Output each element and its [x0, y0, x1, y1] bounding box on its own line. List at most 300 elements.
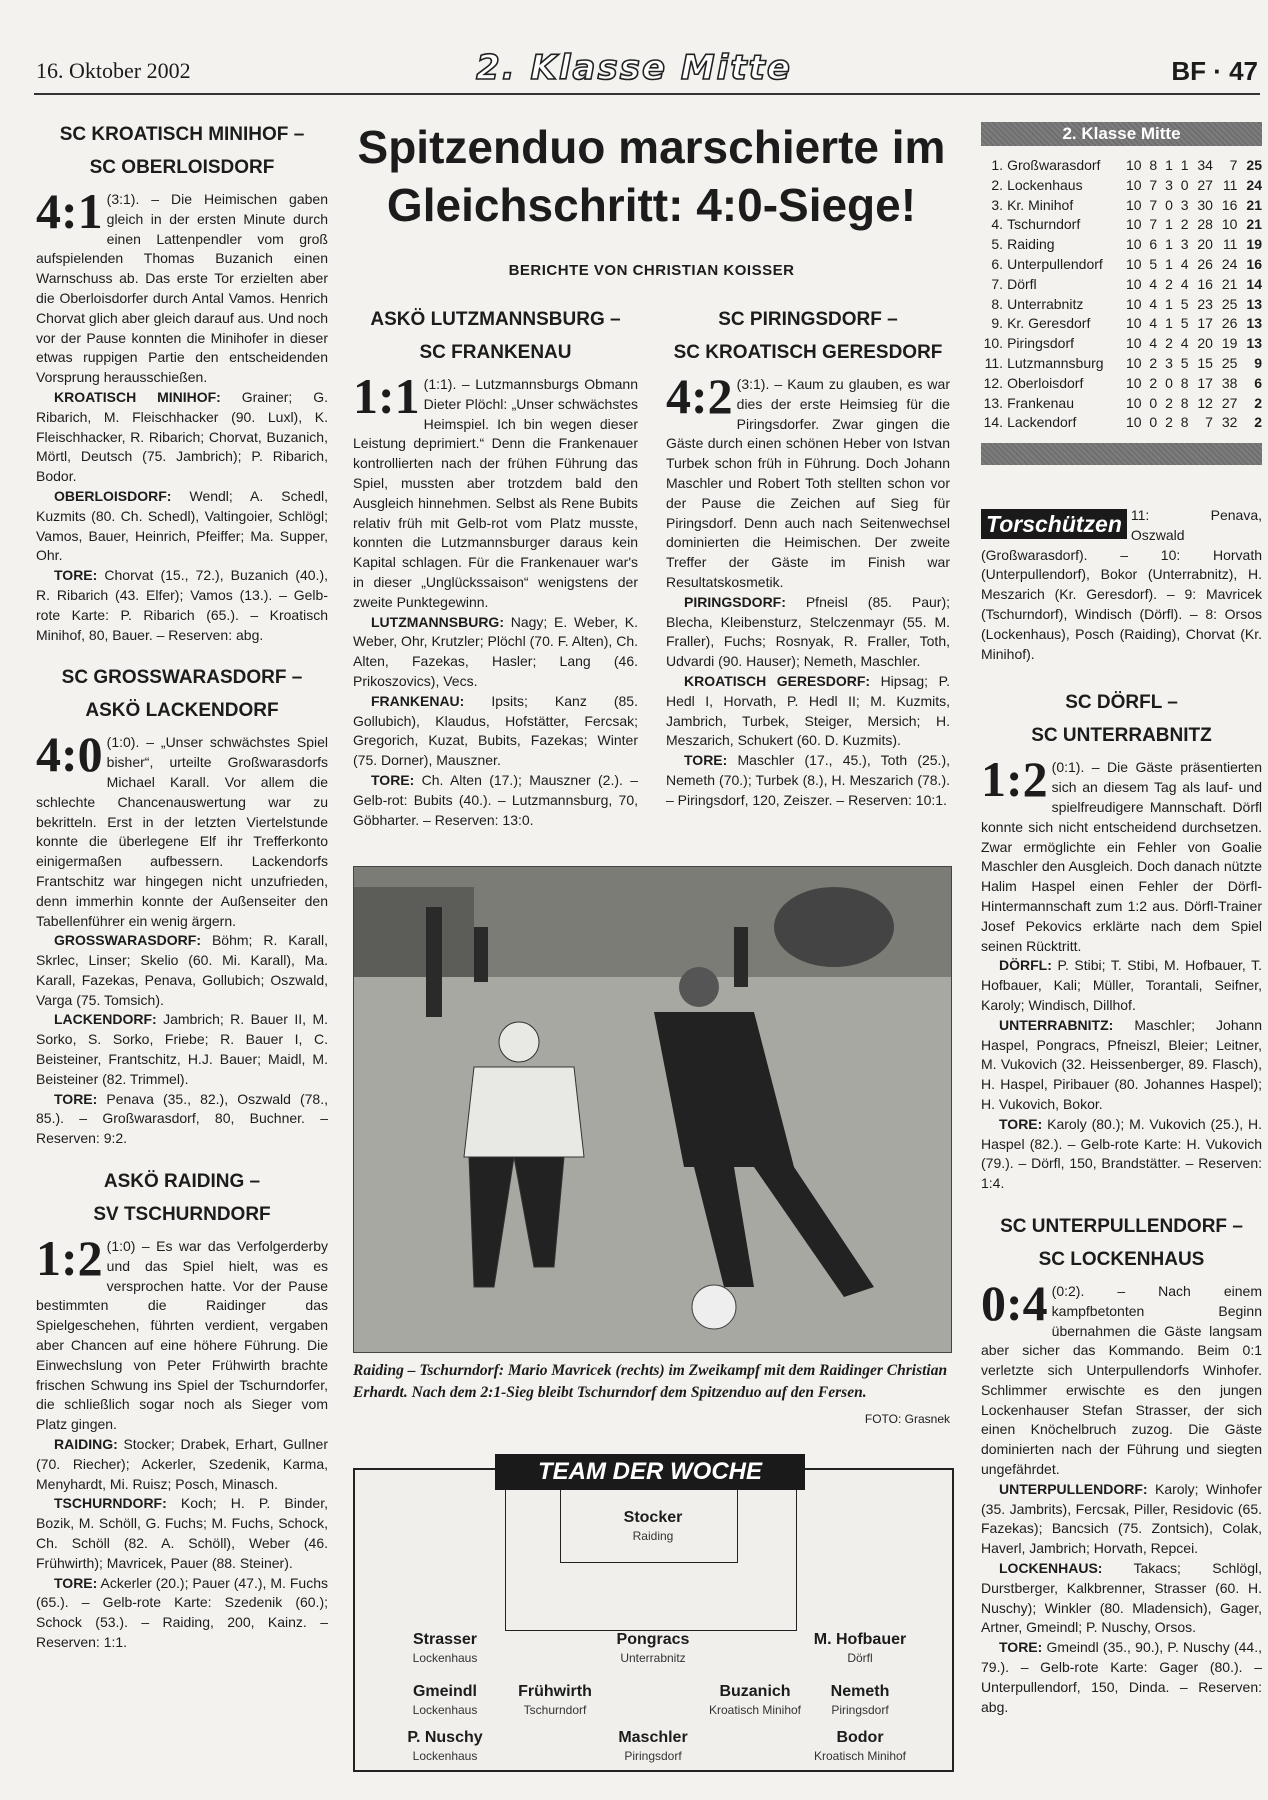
match-title-line-1: ASKÖ RAIDING – [103, 1171, 261, 1193]
standings-wins: 2 [1149, 374, 1158, 391]
standings-wins: 0 [1149, 394, 1158, 411]
player-name: Gmeindl [412, 1683, 477, 1700]
standings-wins: 2 [1149, 354, 1158, 371]
paragraph-text: Wendl; A. Schedl, Kuzmits (80. Ch. Schedl), Valtingoier, Schlögl; Vamos, Bauer, Heinrich, Pfeiffer; Ma. Supper, Ohr. [36, 487, 328, 564]
standings-team: Raiding [1007, 236, 1055, 253]
standings-goals-against: 10 [1221, 216, 1238, 233]
standings-goals-for: 17 [1197, 315, 1213, 332]
standings-draws: 2 [1165, 394, 1173, 411]
standings-points: 14 [1246, 275, 1262, 292]
standings-played: 10 [1126, 255, 1142, 272]
match-intro [36, 1230, 328, 1435]
player-name: Bodor [836, 1729, 884, 1746]
standings-points: 2 [1254, 394, 1262, 411]
standings-losses: 3 [1180, 196, 1189, 213]
standings-goals-for: 15 [1197, 354, 1213, 371]
paragraph-label: LUTZMANNSBURG: [371, 613, 504, 630]
match-photo [353, 866, 952, 1353]
paragraph-text: Gmeindl (35., 90.), P. Nuschy (44., 79.). – Gelb-rote Karte: Gager (80.). – Unterpullendorf, 150, Dinda. – Reserven: abg. [981, 1639, 1262, 1715]
lineup-paragraph [981, 1480, 1262, 1559]
intro-text: (1:1). – Lutzmannsburgs Obmann Dieter Plöchl: „Unser schwächstes Heimspiel. Ich bin wegen dieser Leistung deprimiert.“ Denn die Frankenauer kontrollierten nach der frühen Führung das Spiel, mussten aber trotzdem bald den Ausgleich hinnehmen. Selbst als Rene Bubits relativ früh mit Gelb-rot vom Platz musste, konnten die Lutzmannsburger daraus kein Kapital schlagen. Für die Frankenauer war's in dieser „Unglückssaison“ wenigstens der zweite Punktegewinn. [353, 376, 638, 610]
standings-wins: 7 [1149, 216, 1158, 233]
standings-points: 21 [1246, 196, 1262, 213]
player-name: Buzanich [719, 1683, 791, 1700]
paragraph-label: FRANKENAU: [371, 692, 465, 709]
intro-text: (0:1). – Die Gäste präsentierten sich an diesem Tag als lauf- und spielfreudigere Mannschaft. Dörfl konnte sich nicht entscheidend durchsetzen. Zwar ermöglichte ein Fehler von Goalie Maschler den Ausgleich. Doch danach nützte Halim Haspel einen Fehler der Dörfl-Hintermannschaft zum 1:2 aus. Dörfl-Trainer Josef Pekovics erklärte nach dem Spiel seinen Rücktritt. [981, 759, 1262, 954]
standings-wins: 4 [1149, 275, 1158, 292]
standings-losses: 8 [1180, 414, 1189, 431]
standings-losses: 5 [1180, 295, 1189, 312]
match-title-line-2: SC UNTERRABNITZ [1031, 725, 1212, 747]
match-report-body [353, 368, 638, 830]
standings-goals-against: 11 [1222, 176, 1238, 193]
standings-rank: 14. [983, 414, 1004, 431]
team-player [495, 1682, 615, 1718]
standings-team: Tschurndorf [1007, 216, 1081, 233]
standings-team: Unterpullendorf [1007, 255, 1103, 272]
team-of-the-week-title: TEAM DER WOCHE [495, 1454, 805, 1490]
standings-played: 10 [1126, 374, 1142, 391]
column-middle-left [353, 303, 638, 846]
standings-played: 10 [1126, 157, 1142, 173]
standings-row [981, 215, 1262, 235]
standings-played: 10 [1126, 196, 1142, 213]
player-name: P. Nuschy [407, 1729, 483, 1746]
match-title-line-2: SC LOCKENHAUS [1038, 1248, 1205, 1270]
paragraph-label: GROSSWARASDORF: [54, 932, 201, 949]
team-player [385, 1682, 505, 1718]
match-title-line-2: SC FRANKENAU [419, 342, 572, 363]
standings-losses: 3 [1180, 236, 1189, 253]
standings-draws: 3 [1165, 354, 1173, 371]
standings-played: 10 [1126, 394, 1142, 411]
standings-played: 10 [1126, 275, 1142, 292]
standings-row [981, 255, 1262, 275]
match-intro [36, 183, 328, 388]
match-report-body [36, 726, 328, 1149]
lineup-paragraph [36, 1574, 328, 1653]
match-report [36, 118, 328, 645]
paragraph-label: TSCHURNDORF: [54, 1495, 167, 1512]
match-title-line-1: SC DÖRFL – [1065, 692, 1178, 714]
intro-text: (3:1). – Die Heimischen gaben gleich in der ersten Minute durch einen Lattenpendler vom groß aufspielenden Thomas Buzanich einen Warnschuss ab. Das erste Tor erzielten aber die Oberloisdorfer durch Antal Vamos. Henrich Chorvat glich aber gleich darauf aus. Und noch vor der Pause konnten die Minihofer in dieser etwas ruppigen Partie den entscheidenden Vorsprung herausschießen. [36, 191, 328, 386]
standings-goals-for: 20 [1197, 236, 1213, 253]
standings-points: 13 [1246, 335, 1262, 352]
paragraph-text: Penava (35., 82.), Oszwald (78., 85.). – Großwarasdorf, 80, Buchner. – Reserven: 9:2. [36, 1090, 328, 1147]
match-report [36, 661, 328, 1149]
standings-team: Unterrabnitz [1007, 295, 1084, 312]
standings-losses: 1 [1180, 157, 1189, 173]
standings-draws: 3 [1165, 176, 1173, 193]
paragraph-text: Karoly; Winhofer (35. Jambrits), Fercsak, Piller, Residovic (65. Fazekas); Bancsich (75. Zontsich), Colak, Haverl, Jambrich; Horvath, Repcei. [981, 1480, 1262, 1557]
standings-wins: 7 [1149, 196, 1158, 213]
paragraph-label: TORE: [54, 1090, 98, 1107]
standings-draws: 0 [1165, 374, 1173, 391]
standings-goals-against: 38 [1221, 374, 1238, 391]
page-number: BF · 47 [1171, 56, 1258, 86]
standings-wins: 0 [1149, 414, 1158, 431]
standings-played: 10 [1126, 295, 1142, 312]
caption-text: Raiding – Tschurndorf: Mario Mavricek (rechts) im Zweikampf mit dem Raidinger Christian Erhardt. Nach dem 2:1-Sieg bleibt Tschurndorf dem Spitzenduo auf den Fersen. [353, 1362, 948, 1401]
standings-goals-for: 7 [1205, 414, 1213, 431]
standings-goals-against: 16 [1221, 196, 1238, 213]
paragraph-text: Koch; H. P. Binder, Bozik, M. Schöll, G. Fuchs; M. Fuchs, Schock, Ch. Schöll (82. A. Schöll), Weber (46. Frühwirth); Mavricek, Pauer (88. Steiner). [36, 1495, 328, 1571]
paragraph-label: KROATISCH MINIHOF: [54, 388, 221, 405]
lineup-paragraph [36, 487, 328, 566]
team-player [593, 1728, 713, 1764]
lineup-paragraph [981, 1638, 1262, 1717]
paragraph-text: Ch. Alten (17.); Mauszner (2.). – Gelb-rot: Bubits (40.). – Lutzmannsburg, 70, Göbharter. – Reserven: 13:0. [353, 771, 638, 828]
standings-goals-against: 32 [1221, 414, 1238, 431]
paragraph-text: P. Stibi; T. Stibi, M. Hofbauer, T. Hofbauer, Kali; Müller, Torantali, Seifner, Karoly; Windisch, Dillhof. [981, 957, 1262, 1013]
match-title-line-1: SC PIRINGSDORF – [718, 309, 898, 330]
standings-wins: 4 [1149, 335, 1158, 352]
standings-wins: 8 [1149, 157, 1158, 173]
intro-text: (0:2). – Nach einem kampfbetonten Beginn übernahmen die Gäste langsam aber sicher das Kommando. Beim 0:1 verletzte sich Unterpullendorfs Winhofer. Schlimmer erwischte es den jungen Lockenhauser Stefan Strasser, der sich einen Knöchelbruch zuzog. Die Gäste dominierten nach der Führung und siegten ungefährdet. [981, 1282, 1262, 1478]
paragraph-label: RAIDING: [54, 1436, 118, 1453]
intro-text: (1:0) – Es war das Verfolgerderby und das Spiel hielt, was es versprochen hatte. Vor der Pause bestimmten die Raidinger das Spielgeschehen, führten verdient, vergaben aber Chancen auf eine höhere Führung. Die Einwechslung von Peter Frühwirth brachte frischen Schwung ins Spiel der Tschurndorfer, die schließlich sogar noch als Sieger vom Platz gingen. [36, 1238, 328, 1433]
football [692, 1285, 736, 1329]
standings-draws: 2 [1165, 414, 1173, 431]
standings-wins: 4 [1149, 295, 1158, 312]
paragraph-text: Nagy; E. Weber, K. Weber, Ohr, Krutzler; Plöchl (70. F. Alten), Ch. Alten, Fazekas, Hasler; Lang (46. Prikoszovics), Vecs. [353, 613, 638, 689]
match-title-line-2: ASKÖ LACKENDORF [85, 700, 279, 722]
paragraph-text: Chorvat (15., 72.), Buzanich (40.), R. Ribarich (43. Elfer); Vamos (13.). – Gelb-rote Karte: P. Ribarich (65.). – Kroatisch Minihof, 80, Bauer. – Reserven: abg. [36, 567, 328, 643]
standings-goals-against: 25 [1221, 354, 1238, 371]
standings-goals-for: 17 [1197, 374, 1213, 391]
player-name: Pongracs [616, 1631, 690, 1648]
standings-points: 13 [1246, 315, 1262, 332]
paragraph-label: LOCKENHAUS: [999, 1560, 1103, 1577]
standings-played: 10 [1126, 335, 1142, 352]
standings-wins: 6 [1149, 236, 1158, 253]
standings-goals-against: 27 [1221, 394, 1238, 411]
player-club: Lockenhaus [412, 1749, 478, 1763]
headline-line-1: Spitzenduo marschierte im [357, 121, 946, 173]
team-player [593, 1630, 713, 1666]
standings-goals-for: 28 [1197, 216, 1213, 233]
standings-wins: 7 [1149, 176, 1158, 193]
final-score: 0:4 [981, 1274, 1048, 1331]
paragraph-label: PIRINGSDORF: [684, 593, 786, 610]
team-player [385, 1728, 505, 1764]
standings-row [981, 235, 1262, 255]
standings-rank: 4. [991, 216, 1004, 233]
player-club: Piringsdorf [624, 1749, 682, 1763]
player-name: Strasser [412, 1631, 478, 1648]
match-report-body [666, 368, 950, 811]
lineup-paragraph [353, 771, 638, 830]
player-name: Maschler [618, 1729, 688, 1746]
match-title-line-1: SC UNTERPULLENDORF – [1000, 1215, 1243, 1237]
photo-caption [353, 1360, 950, 1430]
standings-rank: 2. [991, 176, 1004, 193]
match-report-body [36, 183, 328, 645]
standings-row [981, 394, 1262, 414]
standings-row [981, 295, 1262, 315]
standings-rank: 11. [984, 354, 1004, 371]
standings-losses: 2 [1180, 216, 1189, 233]
standings-team: Frankenau [1007, 394, 1075, 411]
standings-points: 24 [1246, 176, 1262, 193]
standings-played: 10 [1126, 315, 1142, 332]
standings-row [981, 275, 1262, 295]
standings-team: Oberloisdorf [1007, 374, 1084, 391]
standings-row [981, 196, 1262, 216]
standings-goals-for: 20 [1197, 335, 1213, 352]
standings-points: 25 [1246, 157, 1262, 173]
final-score: 4:1 [36, 183, 103, 239]
standings-goals-against: 25 [1221, 295, 1238, 312]
standings-rank: 7. [991, 275, 1004, 292]
top-scorers-text: 11: Penava, Oszwald (Großwarasdorf). – 10: Horvath (Unterpullendorf), Bokor (Unterrabnitz), H. Meszarich (Kr. Geresdorf). – 9: Mavricek (Tschurndorf), Windisch (Dörfl). – 8: Orsos (Lockenhaus), Posch (Raiding), Chorvat (Kr. Minihof). [981, 507, 1262, 662]
paragraph-label: TORE: [999, 1115, 1043, 1132]
lineup-paragraph [36, 388, 328, 487]
standings-draws: 2 [1165, 275, 1173, 292]
match-intro [981, 751, 1262, 956]
match-report [353, 303, 638, 830]
top-scorers [981, 506, 1262, 664]
lineup-paragraph [36, 1494, 328, 1573]
header-rule [34, 93, 1260, 95]
standings-rank: 9. [991, 315, 1004, 332]
player-club: Kroatisch Minihof [708, 1703, 802, 1717]
paragraph-text: Ipsits; Kanz (85. Gollubich), Klaudus, Hofstätter, Fercsak; Gregorich, Kuzat, Bubits, Fazekas; Winter (75. Dorner), Mauszner. [353, 692, 638, 769]
paragraph-label: TORE: [54, 567, 98, 584]
paragraph-label: LACKENDORF: [54, 1011, 157, 1028]
standings-draws: 1 [1165, 157, 1173, 173]
standings-rank: 8. [991, 295, 1004, 312]
standings-played: 10 [1126, 354, 1142, 371]
match-title-line-1: SC KROATISCH MINIHOF – [59, 124, 305, 145]
standings-points: 9 [1254, 354, 1262, 371]
lineup-paragraph [36, 1435, 328, 1494]
standings-goals-for: 26 [1197, 255, 1213, 272]
standings-played: 10 [1126, 176, 1142, 193]
paragraph-text: Grainer; G. Ribarich, M. Fleischhacker (90. Luxl), K. Fleischhacker, R. Ribarich; Chorvat, Buzanich, Mörtl, Deutsch (75. Jambrich); P. Ribarich, Bodor. [36, 388, 328, 485]
column-right [981, 506, 1262, 1733]
match-report-body [981, 751, 1262, 1194]
final-score: 1:2 [36, 1230, 103, 1287]
paragraph-text: Takacs; Schlögl, Durstberger, Kalkbrenner, Strasser (60. H. Nuschy); Winkler (80. Mladensich), Gager, Artner, Gmeindl; P. Nuschy, Orsos. [981, 1560, 1262, 1636]
standings-goals-against: 24 [1221, 255, 1238, 272]
paragraph-label: TORE: [371, 771, 415, 788]
standings-rank: 3. [991, 196, 1004, 213]
standings-losses: 5 [1180, 354, 1189, 371]
standings-losses: 4 [1180, 255, 1189, 272]
standings-draws: 1 [1165, 315, 1173, 332]
standings-played: 10 [1126, 216, 1142, 233]
standings-losses: 8 [1180, 394, 1189, 411]
standings-draws: 2 [1165, 335, 1173, 352]
standings-team: Lutzmannsburg [1007, 354, 1104, 371]
standings-points: 21 [1246, 216, 1262, 233]
standings-goals-against: 7 [1229, 157, 1238, 173]
paragraph-label: TORE: [999, 1639, 1043, 1656]
player-name: M. Hofbauer [813, 1631, 907, 1648]
final-score: 4:2 [666, 368, 733, 424]
standings-row [981, 374, 1262, 394]
photo-illustration [354, 867, 951, 1352]
photo-credit: FOTO: Grasnek [864, 1412, 950, 1426]
lineup-paragraph [981, 1016, 1262, 1115]
lineup-paragraph [36, 1010, 328, 1089]
lineup-paragraph [666, 672, 950, 751]
paragraph-text: Pfneisl (85. Paur); Blecha, Kleibensturz, Stelczenmayr (55. M. Fraller), Fuchs; Rosnyak, R. Fraller, Toth, Udvardi (90. Hauser); Nemeth, Maschler. [666, 593, 950, 670]
standings-team: Lockenhaus [1007, 176, 1083, 193]
final-score: 1:1 [353, 368, 420, 424]
match-report [666, 303, 950, 811]
team-player [800, 1728, 920, 1764]
match-report [981, 686, 1262, 1194]
lineup-paragraph [666, 751, 950, 810]
final-score: 4:0 [36, 726, 103, 783]
standings-goals-against: 11 [1222, 236, 1238, 253]
top-scorers-label: Torschützen [981, 509, 1127, 539]
standings-goals-for: 30 [1197, 196, 1213, 213]
standings-rank: 13. [983, 394, 1004, 411]
paragraph-text: Maschler (17., 45.), Toth (25.), Nemeth (70.); Turbek (8.), H. Meszarich (78.). – Piringsdorf, 120, Zeiszer. – Reserven: 10:1. [666, 752, 950, 808]
standings-team: Dörfl [1007, 275, 1037, 292]
lineup-paragraph [353, 692, 638, 771]
standings-rank: 10. [983, 335, 1004, 352]
match-report [36, 1165, 328, 1653]
paragraph-label: OBERLOISDORF: [54, 487, 172, 504]
player-club: Lockenhaus [412, 1651, 478, 1665]
standings-row [981, 314, 1262, 334]
lineup-paragraph [981, 956, 1262, 1015]
paragraph-text: Jambrich; R. Bauer II, M. Sorko, S. Sorko, Friebe; R. Bauer I, C. Beisteiner, Frantschitz, H.J. Bauer; Maidl, M. Beisteiner (82. Trimmel). [36, 1011, 328, 1087]
paragraph-label: DÖRFL: [999, 957, 1052, 974]
player-club: Piringsdorf [831, 1703, 889, 1717]
match-report-body [36, 1230, 328, 1653]
paragraph-label: TORE: [54, 1574, 98, 1591]
issue-date: 16. Oktober 2002 [36, 58, 191, 83]
lineup-paragraph [981, 1559, 1262, 1638]
match-intro [36, 726, 328, 931]
player-club: Tschurndorf [523, 1703, 587, 1717]
standings-points: 16 [1246, 255, 1262, 272]
player-name: Frühwirth [518, 1683, 592, 1700]
standings-goals-for: 16 [1197, 275, 1213, 292]
player-name: Stocker [623, 1509, 683, 1526]
final-score: 1:2 [981, 751, 1048, 808]
intro-text: (1:0). – „Unser schwächstes Spiel bisher“, urteilte Großwarasdorfs Michael Karall. Vor allem die schlechte Chancenauswertung war zu bekritteln. Erst in der letzten Viertelstunde konnte die überlegene Elf ihr Trefferkonto einigermaßen aufbessern. Lackendorfs Frantschitz war hingegen nicht unzufrieden, denn immerhin konnte der Außenseiter den Tabellenführer ein wenig ärgern. [36, 734, 328, 929]
standings-goals-against: 19 [1221, 335, 1238, 352]
player-club: Lockenhaus [412, 1703, 478, 1717]
team-player [800, 1682, 920, 1718]
standings-losses: 0 [1180, 176, 1189, 193]
standings-draws: 1 [1165, 295, 1173, 312]
standings-points: 2 [1254, 414, 1262, 431]
team-player [385, 1630, 505, 1666]
standings-row [981, 176, 1262, 196]
paragraph-label: TORE: [684, 752, 728, 769]
lineup-paragraph [36, 566, 328, 645]
team-player [800, 1630, 920, 1666]
standings-points: 19 [1246, 236, 1262, 253]
standings-goals-for: 34 [1197, 157, 1213, 173]
standings-rank: 5. [991, 236, 1004, 253]
match-title-line-2: SV TSCHURNDORF [93, 1204, 271, 1226]
standings-rank: 12. [983, 374, 1004, 391]
standings-played: 10 [1126, 236, 1142, 253]
player-club: Unterrabnitz [620, 1651, 686, 1665]
column-middle-right [666, 303, 950, 827]
standings-goals-for: 23 [1197, 295, 1213, 312]
standings-row [981, 156, 1262, 176]
standings-row [981, 354, 1262, 374]
standings-table [981, 122, 1262, 465]
standings-team: Kr. Geresdorf [1007, 315, 1091, 332]
match-title-line-2: SC KROATISCH GERESDORF [673, 342, 943, 363]
standings-row [981, 334, 1262, 354]
standings-team: Kr. Minihof [1007, 196, 1074, 213]
team-player [593, 1508, 713, 1544]
standings-draws: 1 [1165, 236, 1173, 253]
paragraph-label: KROATISCH GERESDORF: [684, 672, 871, 689]
headline [353, 118, 950, 234]
standings-goals-against: 21 [1221, 275, 1238, 292]
standings-played: 10 [1126, 414, 1142, 431]
standings-team: Großwarasdorf [1007, 157, 1101, 173]
match-intro [353, 368, 638, 613]
standings-draws: 1 [1165, 255, 1173, 272]
standings-goals-against: 26 [1221, 315, 1238, 332]
match-intro [666, 368, 950, 593]
player-club: Raiding [632, 1529, 674, 1543]
standings-rank: 6. [991, 255, 1004, 272]
player-club: Dörfl [847, 1651, 873, 1665]
match-report-body [981, 1274, 1262, 1718]
player-club: Kroatisch Minihof [813, 1749, 907, 1763]
standings-row [981, 413, 1262, 433]
match-title-line-1: SC GROSSWARASDORF – [61, 667, 303, 689]
paragraph-text: Maschler; Johann Haspel, Pongracs, Pfneiszl, Bleier; Leitner, M. Vukovich (32. Heissenberger, 89. Flasch), H. Haspel, Piribauer (80. Johannes Haspel); H. Vukovich, Bokor. [981, 1016, 1262, 1112]
standings-draws: 0 [1165, 196, 1173, 213]
standings-team: Lackendorf [1007, 414, 1077, 431]
match-report [981, 1210, 1262, 1718]
paragraph-text: Karoly (80.); M. Vukovich (25.), H. Haspel (82.). – Gelb-rote Karte: H. Vukovich (79.). – Dörfl, 150, Brandstätter. – Reserven: 1:4. [981, 1115, 1262, 1192]
lineup-paragraph [353, 613, 638, 692]
player-name: Nemeth [830, 1683, 890, 1700]
standings-title: 2. Klasse Mitte [981, 122, 1262, 146]
standings-wins: 5 [1149, 255, 1158, 272]
standings-footer-bar [981, 443, 1262, 465]
paragraph-text: Böhm; R. Karall, Skrlec, Linser; Skelio (60. Mi. Karall), Ma. Karall, Fazekas, Penava, Gollubich; Oszwald, Varga (75. Tomsich). [36, 932, 328, 1008]
standings-goals-for: 27 [1197, 176, 1213, 193]
team-player [695, 1682, 815, 1718]
column-left [36, 118, 328, 1669]
lineup-paragraph [981, 1115, 1262, 1194]
standings-goals-for: 12 [1197, 394, 1213, 411]
lineup-paragraph [36, 1090, 328, 1149]
lineup-paragraph [36, 931, 328, 1010]
standings-losses: 8 [1180, 374, 1189, 391]
team-of-the-week [353, 1458, 954, 1772]
standings-losses: 4 [1180, 335, 1189, 352]
paragraph-text: Ackerler (20.); Pauer (47.), M. Fuchs (65.). – Gelb-rote Karte: Szedenik (60.); Schock (53.). – Raiding, 200, Kainz. – Reserven: 1:1. [36, 1574, 328, 1650]
match-title-line-1: ASKÖ LUTZMANNSBURG – [370, 309, 621, 330]
lineup-paragraph [666, 593, 950, 672]
standings-losses: 4 [1180, 275, 1189, 292]
standings-team: Piringsdorf [1007, 335, 1074, 352]
paragraph-label: UNTERRABNITZ: [999, 1016, 1114, 1033]
intro-text: (3:1). – Kaum zu glauben, es war dies der erste Heimsieg für die Piringsdorfer. Zwar gingen die Gäste durch einen schönen Heber von Istvan Turbek schon früh in Führung. Doch Johann Maschler und Robert Toth stellten schon vor der Pause die Zeichen auf Sieg für Piringsdorf. Denn auch nach Seitenwechsel dominierten die Heimischen. Der zweite Treffer der Gäste im Finish war Resultatskosmetik. [666, 376, 950, 590]
standings-draws: 1 [1165, 216, 1173, 233]
paragraph-text: Stocker; Drabek, Erhart, Gullner (70. Riecher); Ackerler, Szedenik, Karma, Menyhardt, Mi. Ruisz; Posch, Minasch. [36, 1436, 328, 1492]
paragraph-text: Hipsag; P. Hedl I, Horvath, P. Hedl II; M. Kuzmits, Jambrich, Turbek, Steiger, Mersich; H. Meszarich, Schukert (60. D. Kuzmits). [666, 672, 950, 749]
